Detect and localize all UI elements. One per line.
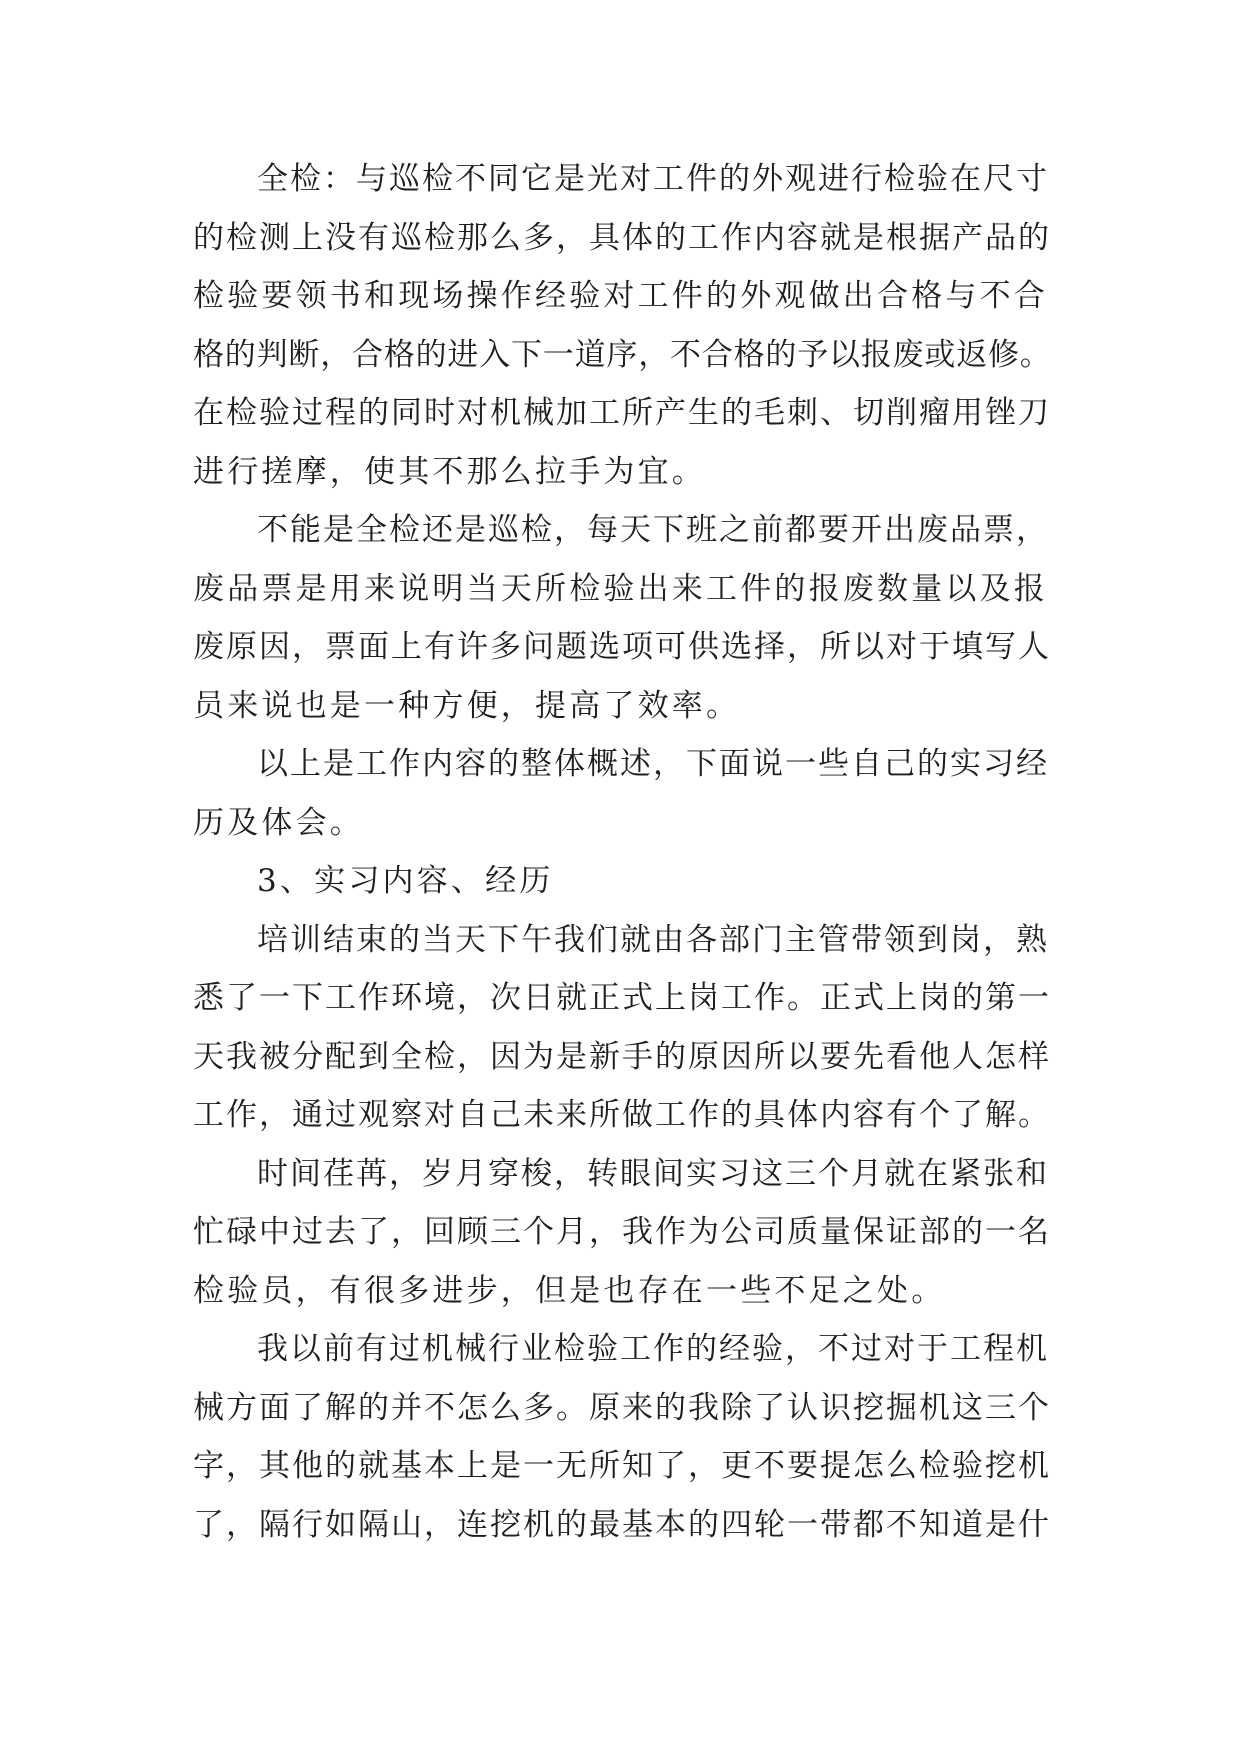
text-line: 格的判断，合格的进入下一道序，不合格的予以报废或返修。: [193, 336, 1052, 373]
text-line: 天我被分配到全检，因为是新手的原因所以要先看他人怎样: [193, 1038, 1051, 1075]
text-line: 员来说也是一种方便，提高了效率。: [193, 687, 741, 724]
text-line: 以上是工作内容的整体概述，下面说一些自己的实习经: [257, 746, 1049, 782]
text-line: 在检验过程的同时对机械加工所产生的毛刺、切削瘤用锉刀: [193, 395, 1051, 431]
text-line: 的检测上没有巡检那么多，具体的工作内容就是根据产品的: [193, 219, 1051, 256]
text-line: 全检：与巡检不同它是光对工件的外观进行检验在尺寸: [257, 161, 1049, 197]
text-line: 培训结束的当天下午我们就由各部门主管带领到岗，熟: [257, 921, 1049, 958]
text-line: 不能是全检还是巡检，每天下班之前都要开出废品票，: [257, 512, 1049, 548]
text-line: 字，其他的就基本上是一无所知了，更不要提怎么检验挖机: [193, 1448, 1051, 1484]
text-line: 械方面了解的并不怎么多。原来的我除了认识挖掘机这三个: [193, 1389, 1051, 1426]
text-line: 进行搓摩，使其不那么拉手为宜。: [193, 453, 706, 490]
text-line: 废品票是用来说明当天所检验出来工件的报废数量以及报: [193, 570, 1048, 607]
text-line: 历及体会。: [193, 804, 364, 841]
text-line: 检验要领书和现场操作经验对工件的外观做出合格与不合: [193, 278, 1048, 314]
text-line: 了，隔行如隔山，连挖机的最基本的四轮一带都不知道是什: [193, 1506, 1051, 1543]
text-line: 检验员，有很多进步，但是也存在一些不足之处。: [193, 1272, 946, 1309]
text-line: 我以前有过机械行业检验工作的经验，不过对于工程机: [257, 1331, 1049, 1367]
document-body: [193, 150, 1053, 1554]
text-line: 时间荏苒，岁月穿梭，转眼间实习这三个月就在紧张和: [257, 1155, 1049, 1192]
text-line: 悉了一下工作环境，次日就正式上岗工作。正式上岗的第一: [193, 980, 1051, 1016]
section-heading: 3、实习内容、经历: [257, 863, 554, 899]
text-line: 工作，通过观察对自己未来所做工作的具体内容有个了解。: [193, 1097, 1051, 1133]
text-line: 废原因，票面上有许多问题选项可供选择，所以对于填写人: [193, 629, 1051, 665]
text-line: 忙碌中过去了，回顾三个月，我作为公司质量保证部的一名: [193, 1214, 1051, 1250]
